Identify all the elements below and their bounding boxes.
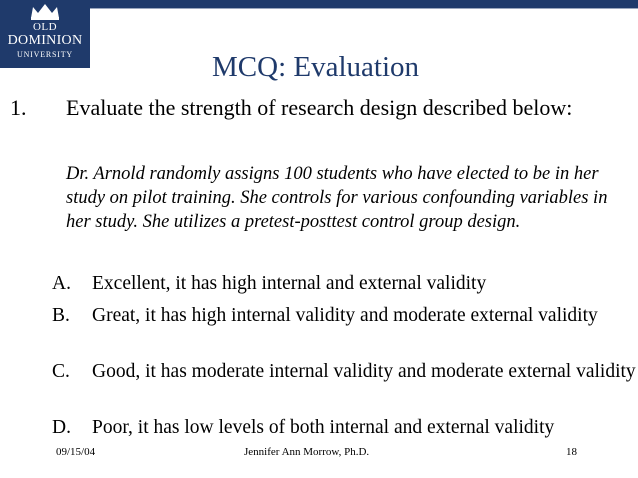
- footer-author: Jennifer Ann Morrow, Ph.D.: [244, 446, 370, 458]
- scenario-text: Dr. Arnold randomly assigns 100 students who have elected to be in her study on pilot training. She controls for various confounding variables in her study. She utilizes a pretest-posttest control group design.: [66, 164, 608, 233]
- question-text: Evaluate the strength of research design described below:: [66, 95, 573, 120]
- option-letter: C.: [52, 361, 70, 382]
- footer-page-number: 18: [566, 446, 577, 458]
- option-letter: D.: [52, 417, 71, 438]
- option-text: Excellent, it has high internal and external validity: [92, 273, 487, 294]
- question-number: 1.: [10, 95, 27, 120]
- footer-date: 09/15/04: [56, 446, 96, 458]
- logo-line-old: OLD: [32, 21, 58, 33]
- header-rule: [90, 8, 638, 9]
- university-logo: [0, 0, 90, 68]
- option-text: Great, it has high internal validity and moderate external validity: [92, 305, 598, 326]
- logo-line-dominion: DOMINION: [7, 33, 83, 48]
- option-letter: A.: [52, 273, 71, 294]
- crown-icon: [29, 2, 61, 20]
- logo-line-university: UNIVERSITY: [17, 50, 73, 59]
- header-bar: [90, 0, 638, 8]
- slide-title: MCQ: Evaluation: [212, 51, 420, 83]
- option-letter: B.: [52, 305, 70, 326]
- option-text: Poor, it has low levels of both internal and external validity: [92, 417, 555, 438]
- option-text: Good, it has moderate internal validity and moderate external validity: [92, 361, 636, 382]
